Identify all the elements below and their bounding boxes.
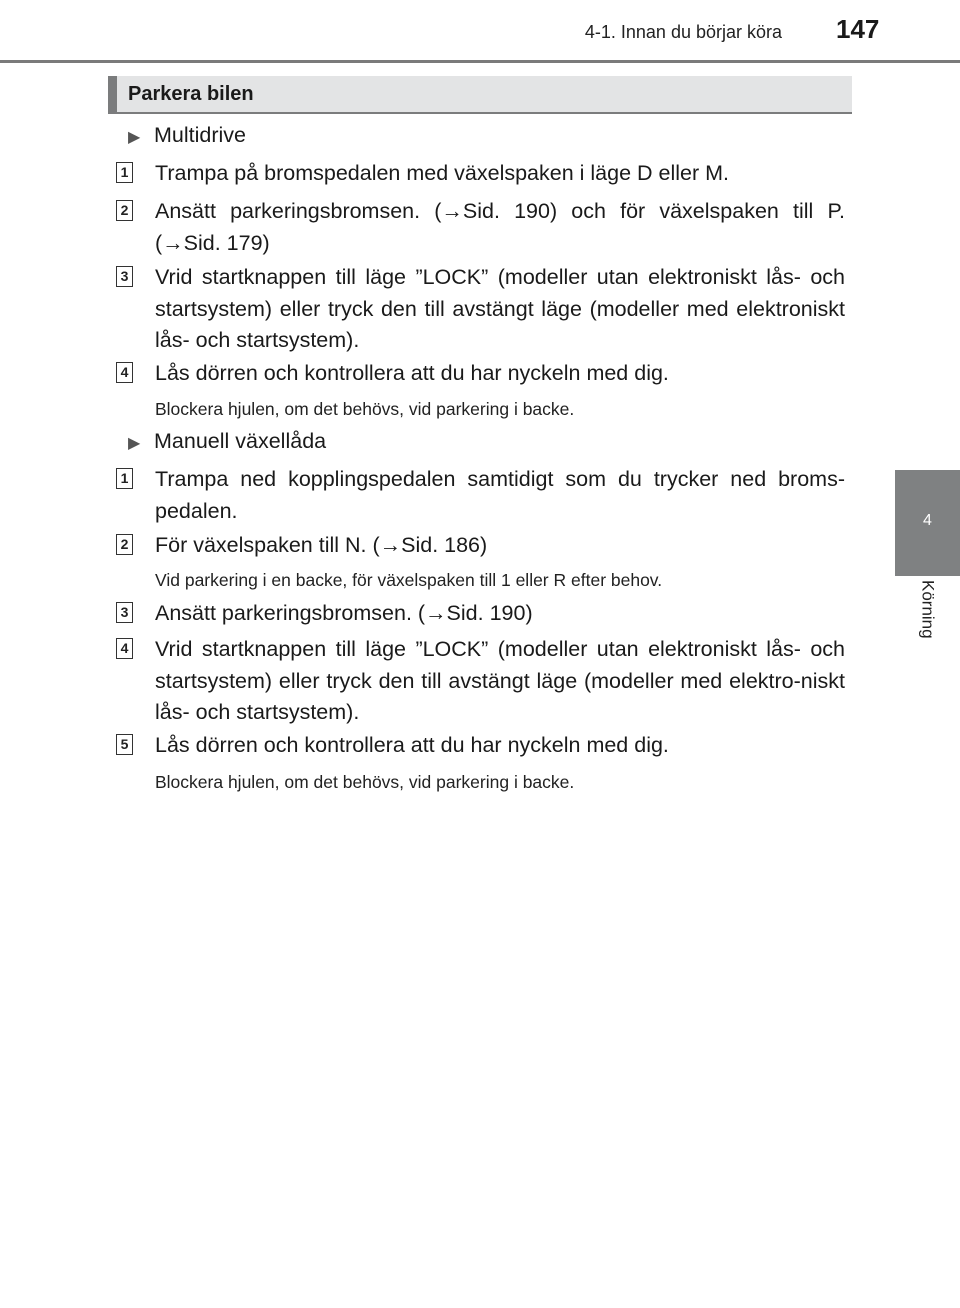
manual-heading-text: Manuell växellåda [154,429,327,453]
step-text: Ansätt parkeringsbromsen. (→Sid. 190) och för växelspaken till P. (→Sid. 179) [155,199,845,255]
multidrive-note: Blockera hjulen, om det behövs, vid parkering i backe. [155,399,575,419]
step-text: För växelspaken till N. (→Sid. 186) [155,533,488,557]
manual-note-step-2: Vid parkering i en backe, för växelspaken till 1 eller R efter behov. [155,570,663,590]
step-text: Trampa på bromspedalen med växelspaken i läge D eller M. [155,161,730,185]
step-number-box: 1 [116,162,133,183]
section-title: Parkera bilen [128,83,254,105]
section-header [108,76,852,114]
multidrive-heading [128,120,828,153]
triangle-bullet-icon: ▶ [128,435,141,452]
step-text: Vrid startknappen till läge ”LOCK” (modeller utan elektroniskt lås- och startsystem) eller tryck den till avstängt läge (modeller med elektro-niskt lås- och startsystem). [155,637,845,724]
manual-heading [128,426,828,459]
chapter-label: Körning [918,580,938,639]
header-section-title: 4-1. Innan du börjar köra [584,22,782,42]
step-number-box: 3 [116,266,133,287]
step-number-box: 1 [116,468,133,489]
step-number-box: 2 [116,534,133,555]
triangle-bullet-icon: ▶ [128,129,141,146]
step-number-box: 2 [116,200,133,221]
step-text: Lås dörren och kontrollera att du har nyckeln med dig. [155,361,669,385]
step-text: Ansätt parkeringsbromsen. (→Sid. 190) [155,601,533,625]
header-divider [0,60,960,63]
chapter-number: 4 [923,512,932,529]
step-text: Vrid startknappen till läge ”LOCK” (modeller utan elektroniskt lås- och startsystem) eller tryck den till avstängt läge (modeller med elektroniskt lås- och startsystem). [155,265,845,352]
step-text: Trampa ned kopplingspedalen samtidigt som du trycker ned broms-pedalen. [155,467,845,523]
step-number-box: 4 [116,362,133,383]
step-number-box: 5 [116,734,133,755]
chapter-tab[interactable] [895,470,960,576]
page-number: 147 [836,14,880,44]
manual-note-step-5: Blockera hjulen, om det behövs, vid parkering i backe. [155,772,575,792]
step-number-box: 4 [116,638,133,659]
multidrive-heading-text: Multidrive [154,123,246,147]
step-text: Lås dörren och kontrollera att du har nyckeln med dig. [155,733,669,757]
step-number-box: 3 [116,602,133,623]
